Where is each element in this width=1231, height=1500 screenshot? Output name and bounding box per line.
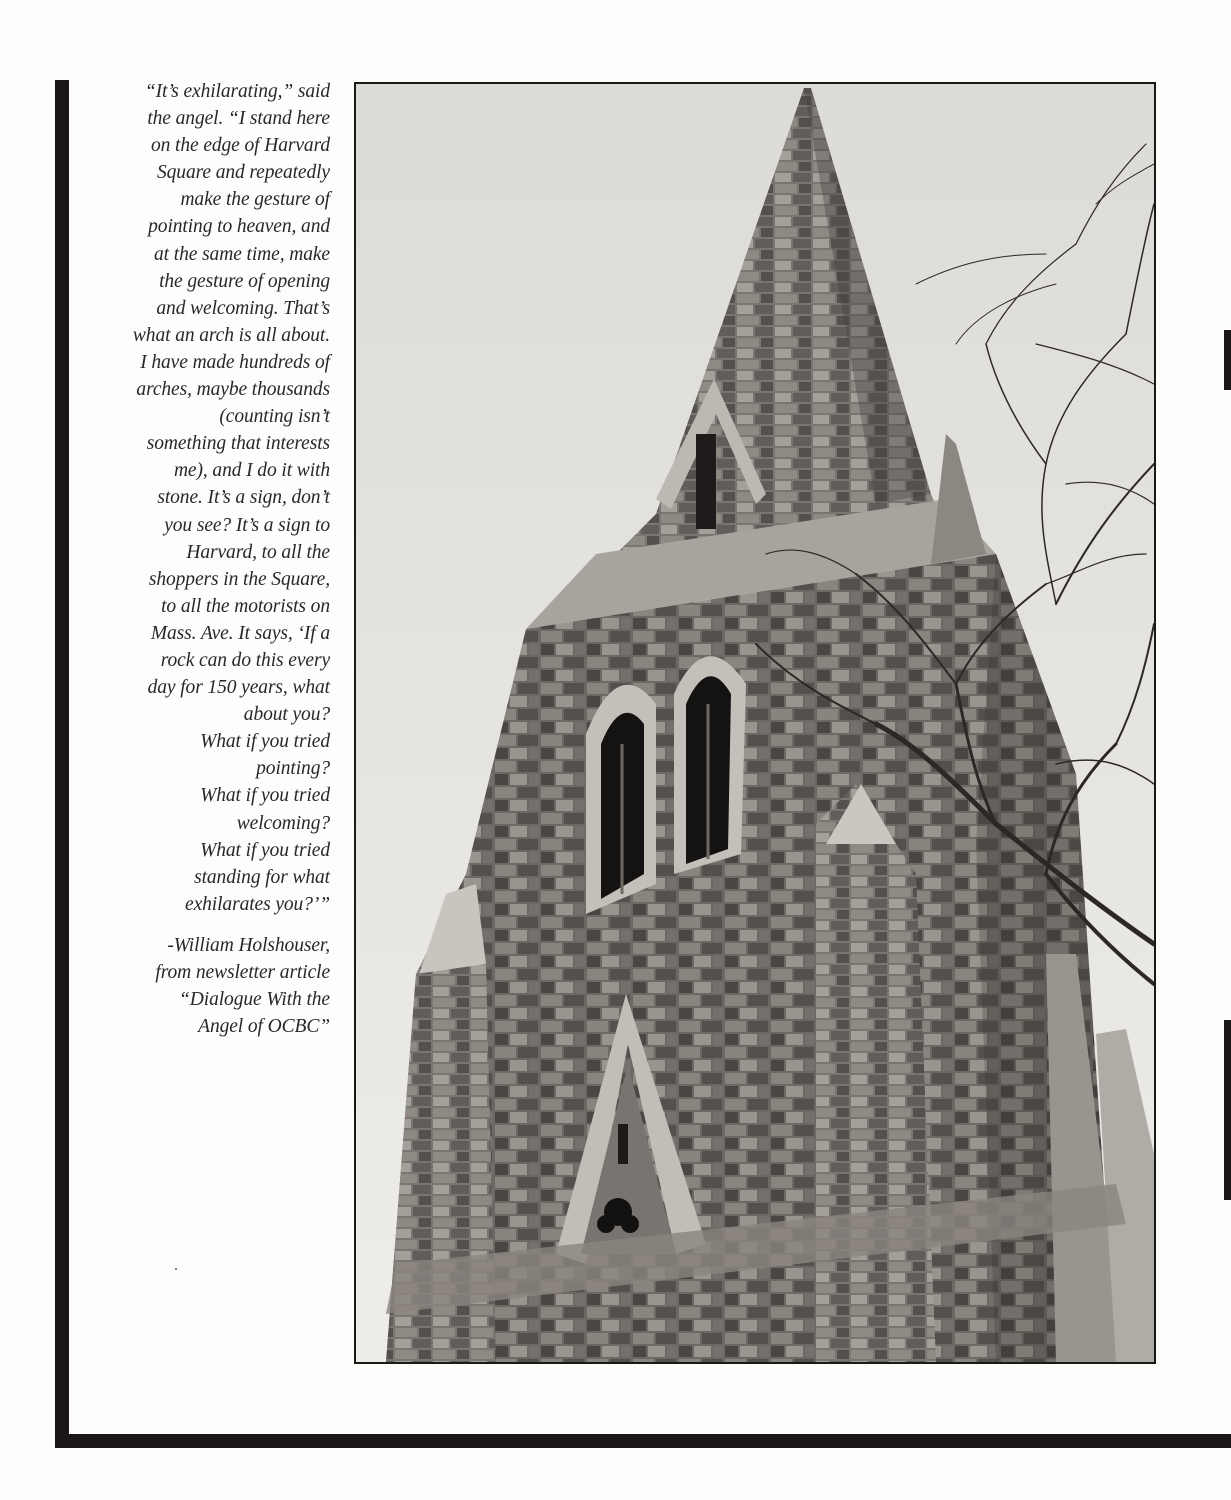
quote-line: “It’s exhilarating,” said [144, 81, 330, 102]
quote-lines [96, 78, 330, 918]
right-edge-mark-top [1224, 330, 1231, 390]
quote-line: exhilarates you?’” [185, 893, 330, 915]
quote-line: make the gesture of [180, 189, 330, 211]
quote-line: I have made hundreds of [140, 351, 330, 373]
quote-line: standing for what [194, 866, 330, 888]
quote-attribution [96, 932, 330, 1040]
quote-line: pointing? [256, 758, 330, 780]
quote-line: What if you tried [200, 785, 330, 807]
quote-line: day for 150 years, what [147, 677, 330, 699]
quote-line: something that interests [146, 433, 330, 455]
quote-line: (counting isn’t [219, 406, 330, 428]
quote-line: Square and repeatedly [157, 162, 330, 184]
spire-illustration [356, 84, 1154, 1362]
quote-line: at the same time, make [154, 243, 330, 265]
attribution-line: Angel of OCBC” [198, 1016, 330, 1038]
quote-text [96, 78, 330, 1040]
quote-line: What if you tried [200, 839, 330, 861]
quote-line: What if you tried [200, 731, 330, 753]
quote-line: welcoming? [236, 812, 330, 834]
quote-line: me), and I do it with [173, 460, 330, 482]
quote-line: and welcoming. That’s [156, 297, 330, 319]
quote-line: Mass. Ave. It says, ‘If a [150, 622, 330, 644]
attribution-line: from newsletter article [155, 962, 330, 983]
quote-line: on the edge of Harvard [150, 135, 330, 157]
church-spire-photo [354, 82, 1156, 1364]
bottom-horizontal-rule [55, 1434, 1231, 1448]
quote-line: arches, maybe thousands [136, 379, 330, 401]
quote-line: to all the motorists on [161, 595, 330, 617]
quote-line: the angel. “I stand here [147, 108, 330, 130]
quote-line: stone. It’s a sign, don’t [157, 487, 330, 509]
stray-dot [175, 1268, 177, 1270]
left-vertical-rule [55, 80, 69, 1448]
quote-line: the gesture of opening [159, 270, 330, 292]
quote-line: Harvard, to all the [186, 541, 330, 563]
quote-line: rock can do this every [160, 649, 330, 671]
quote-line: what an arch is all about. [132, 324, 330, 346]
quote-line: shoppers in the Square, [148, 568, 330, 590]
attribution-line: -William Holshouser, [167, 934, 330, 956]
quote-line: pointing to heaven, and [148, 216, 330, 238]
attribution-line: “Dialogue With the [179, 989, 330, 1011]
quote-line: about you? [243, 704, 330, 726]
quote-line: you see? It’s a sign to [164, 514, 330, 536]
right-edge-mark-bottom [1224, 1020, 1231, 1200]
